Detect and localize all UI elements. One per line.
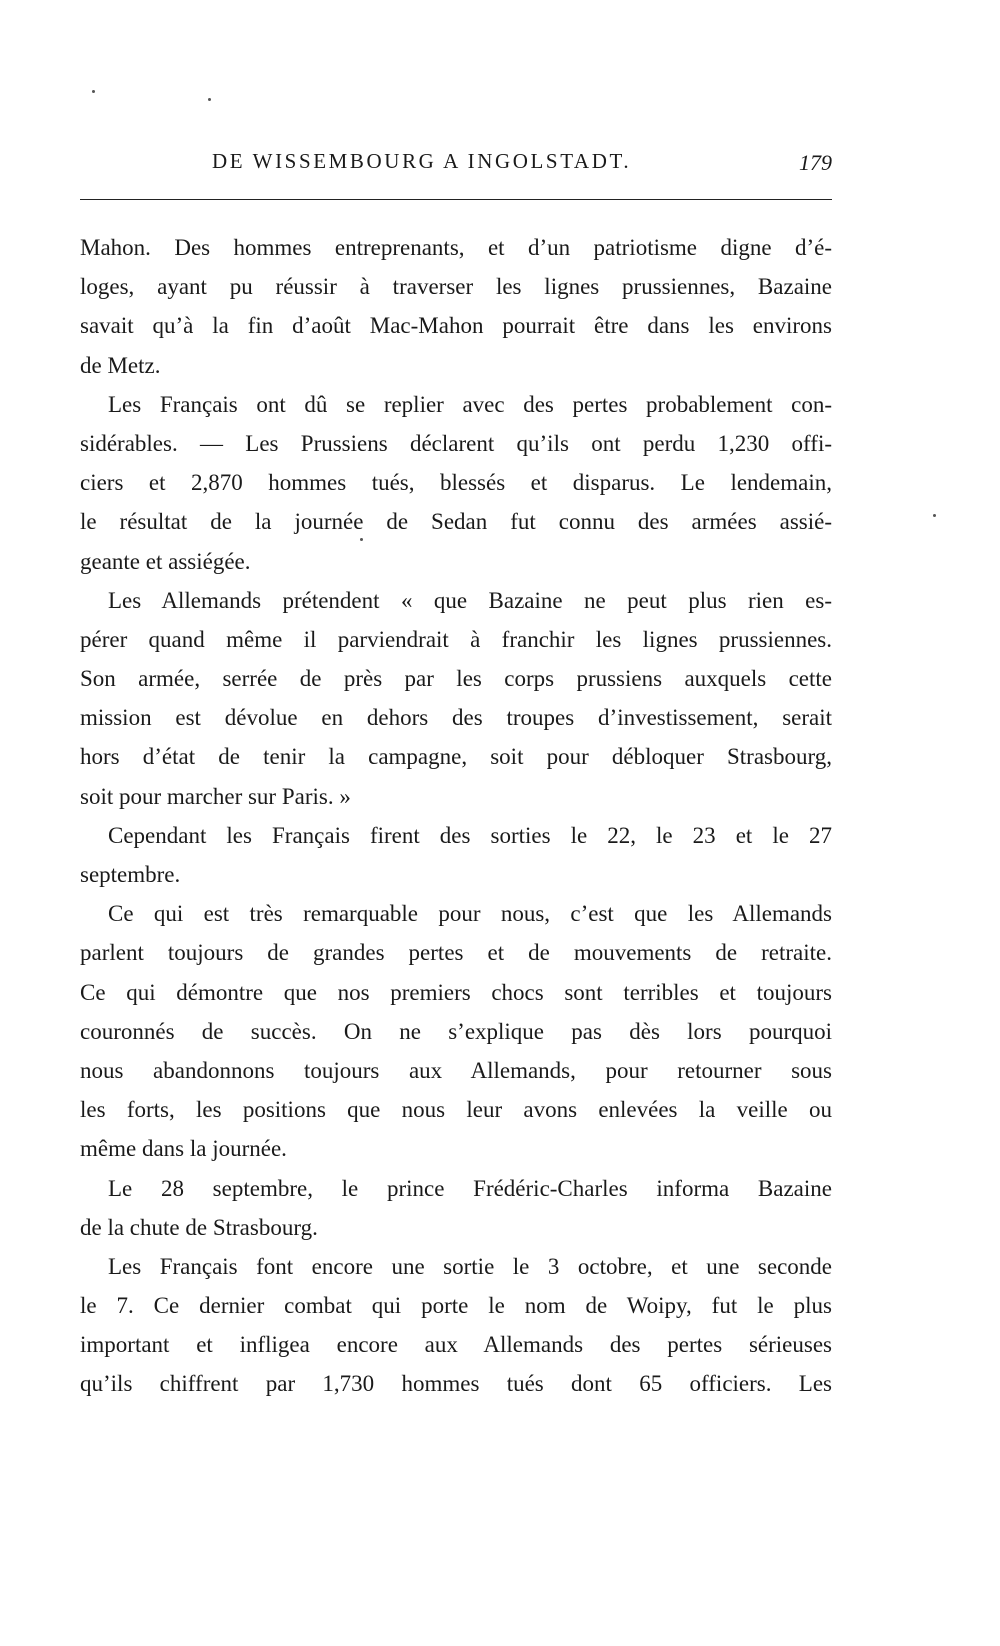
- text-line: important et infligea encore aux Allemands des pertes sérieuses: [80, 1332, 832, 1358]
- body-text: [80, 228, 832, 1404]
- header-rule: [80, 199, 832, 200]
- running-title: DE WISSEMBOURG A INGOLSTADT.: [212, 149, 632, 173]
- text-line: sidérables. — Les Prussiens déclarent qu’ils ont perdu 1,230 offi-: [80, 430, 832, 456]
- text-line: parlent toujours de grandes pertes et de mouvements de retraite.: [80, 940, 832, 966]
- page-number: 179: [799, 150, 832, 175]
- text-line: le résultat de la journée de Sedan fut connu des armées assié-: [80, 509, 832, 535]
- text-line: savait qu’à la fin d’août Mac-Mahon pourrait être dans les environs: [80, 313, 832, 339]
- text-line: Mahon. Des hommes entreprenants, et d’un patriotisme digne d’é-: [80, 235, 832, 260]
- text-line: nous abandonnons toujours aux Allemands, pour retourner sous: [80, 1057, 832, 1083]
- text-line: Les Allemands prétendent « que Bazaine ne peut plus rien es-: [108, 587, 832, 613]
- text-line: qu’ils chiffrent par 1,730 hommes tués dont 65 officiers. Les: [80, 1371, 832, 1397]
- text-line: soit pour marcher sur Paris. »: [80, 783, 351, 809]
- text-line: Le 28 septembre, le prince Frédéric-Charles informa Bazaine: [108, 1175, 832, 1201]
- print-speck: [933, 514, 936, 517]
- text-line: loges, ayant pu réussir à traverser les lignes prussiennes, Bazaine: [80, 274, 832, 300]
- text-line: geante et assiégée.: [80, 548, 251, 574]
- text-line: même dans la journée.: [80, 1136, 287, 1162]
- print-speck: [208, 98, 211, 101]
- text-line: de Metz.: [80, 352, 161, 378]
- text-line: Ce qui est très remarquable pour nous, c’est que les Allemands: [108, 901, 832, 927]
- text-line: de la chute de Strasbourg.: [80, 1214, 318, 1240]
- text-line: ciers et 2,870 hommes tués, blessés et disparus. Le lendemain,: [80, 470, 832, 496]
- text-line: Ce qui démontre que nos premiers chocs sont terribles et toujours: [80, 979, 832, 1005]
- text-line: les forts, les positions que nous leur avons enlevées la veille ou: [80, 1097, 832, 1123]
- running-head: [80, 146, 832, 180]
- text-line: le 7. Ce dernier combat qui porte le nom de Woipy, fut le plus: [80, 1293, 832, 1319]
- print-speck: [92, 90, 95, 93]
- text-line: septembre.: [80, 862, 181, 887]
- text-line: Cependant les Français firent des sorties le 22, le 23 et le 27: [108, 822, 832, 848]
- text-line: Les Français ont dû se replier avec des pertes probablement con-: [108, 391, 832, 417]
- text-line: mission est dévolue en dehors des troupes d’investissement, serait: [80, 705, 832, 731]
- text-line: Son armée, serrée de près par les corps prussiens auxquels cette: [80, 666, 832, 692]
- text-line: pérer quand même il parviendrait à franchir les lignes prussiennes.: [80, 626, 832, 652]
- text-line: hors d’état de tenir la campagne, soit pour débloquer Strasbourg,: [80, 744, 832, 770]
- text-line: Les Français font encore une sortie le 3 octobre, et une seconde: [108, 1253, 832, 1279]
- text-line: couronnés de succès. On ne s’explique pas dès lors pourquoi: [80, 1018, 832, 1044]
